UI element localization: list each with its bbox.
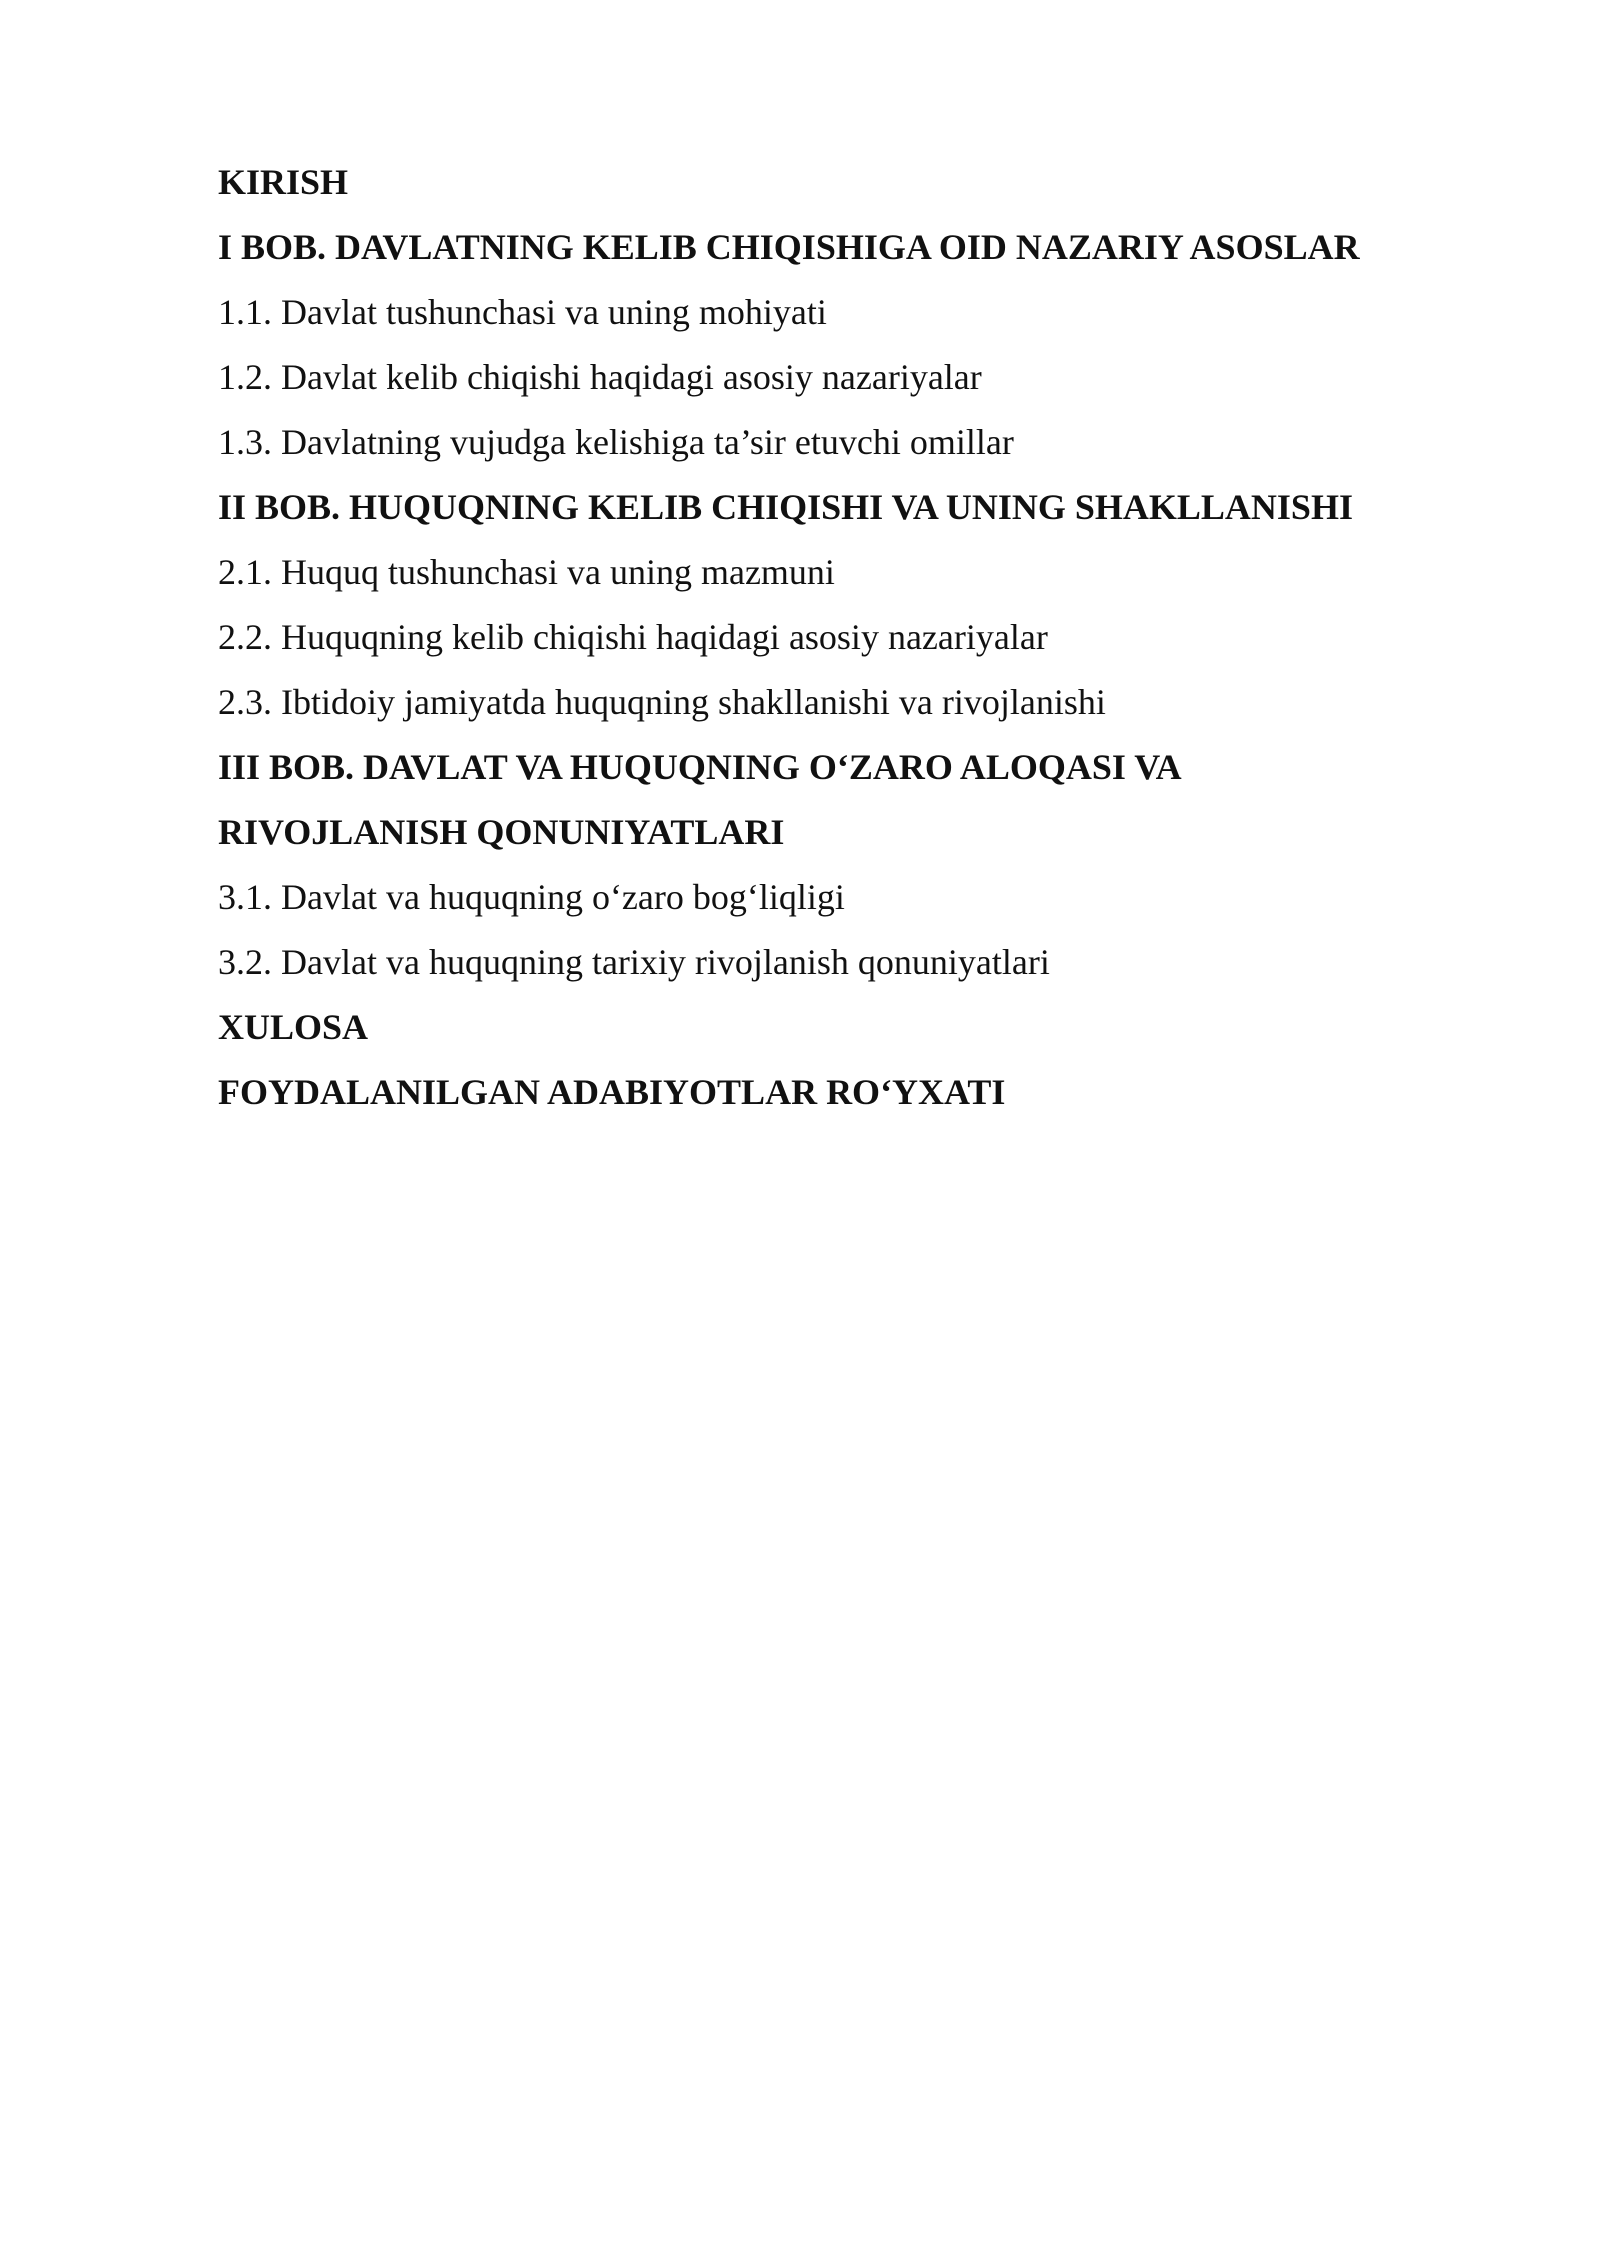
toc-item-2-3: 2.3. Ibtidoiy jamiyatda huquqning shakllanishi va rivojlanishi	[218, 682, 1106, 722]
toc-heading-chapter-3-line-2: RIVOJLANISH QONUNIYATLARI	[218, 812, 785, 852]
toc-item-1-1: 1.1. Davlat tushunchasi va uning mohiyati	[218, 292, 827, 332]
toc-item-1-3: 1.3. Davlatning vujudga kelishiga ta’sir etuvchi omillar	[218, 422, 1014, 462]
toc-heading-chapter-1: I BOB. DAVLATNING KELIB CHIQISHIGA OID NAZARIY ASOSLAR	[218, 227, 1360, 267]
toc-heading-kirish: KIRISH	[218, 162, 349, 202]
toc-item-3-1: 3.1. Davlat va huquqning o‘zaro bog‘liqligi	[218, 877, 845, 917]
toc-item-1-2: 1.2. Davlat kelib chiqishi haqidagi asosiy nazariyalar	[218, 357, 982, 397]
toc-item-2-2: 2.2. Huquqning kelib chiqishi haqidagi asosiy nazariyalar	[218, 617, 1048, 657]
table-of-contents	[218, 150, 1518, 1125]
toc-heading-xulosa: XULOSA	[218, 1007, 369, 1047]
toc-heading-chapter-2: II BOB. HUQUQNING KELIB CHIQISHI VA UNING SHAKLLANISHI	[218, 487, 1353, 527]
toc-heading-chapter-3-line-1: III BOB. DAVLAT VA HUQUQNING O‘ZARO ALOQASI VA	[218, 747, 1182, 787]
toc-heading-references: FOYDALANILGAN ADABIYOTLAR RO‘YXATI	[218, 1072, 1006, 1112]
toc-item-2-1: 2.1. Huquq tushunchasi va uning mazmuni	[218, 552, 835, 592]
toc-item-3-2: 3.2. Davlat va huquqning tarixiy rivojlanish qonuniyatlari	[218, 942, 1050, 982]
